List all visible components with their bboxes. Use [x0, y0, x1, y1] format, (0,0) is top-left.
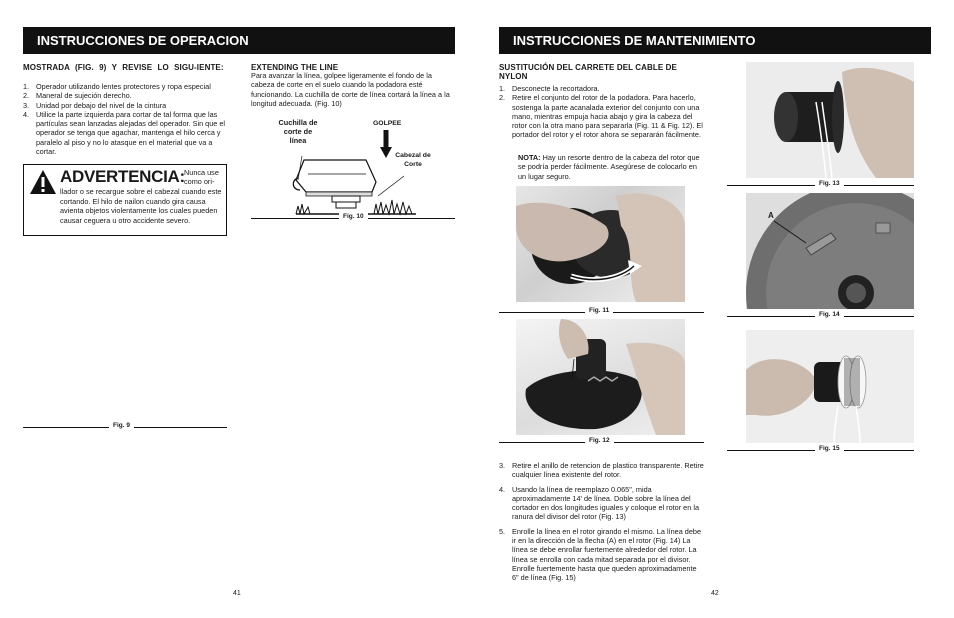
fig12-photo	[516, 319, 685, 435]
right-banner: INSTRUCCIONES DE MANTENIMIENTO	[499, 27, 931, 54]
step-text: Utilice la parte izquierda para cortar de tal forma que las partículas sean lanzadas alejadas del operador. Sin que el operador se tenga que agachar, mantenga el hilo cerca y paralelo al piso y no lo atasque en el material que va a cortar.	[36, 109, 226, 157]
right-heading: SUSTITUCIÓN DEL CARRETE DEL CABLE DE NYLON	[499, 63, 677, 81]
right-step-list-bottom	[499, 461, 704, 583]
step-item	[23, 110, 227, 156]
fig10-tap-label: GOLPEE	[373, 120, 402, 127]
note-text: Hay un resorte dentro de la cabeza del rotor que se podría perder fácilmente. Asegúrese de colocarlo en un lugar seguro.	[518, 153, 700, 181]
page-number-right: 42	[711, 590, 719, 597]
col1-step-list	[23, 82, 227, 156]
col2-text: Para avanzar la línea, golpee ligeramente el fondo de la cabeza de corte en el suelo cuando la podadora esté funcionando. La cuchilla de corte de línea cortará la línea a la longitud adecuada. (Fig. 10)	[251, 71, 450, 108]
note-paragraph	[518, 153, 704, 181]
page-number-left: 41	[233, 590, 241, 597]
col1-heading: MOSTRADA (FIG. 9) Y REVISE LO SIGU-IENTE:	[23, 63, 224, 72]
fig13-photo	[746, 62, 914, 178]
step-number: 4.	[23, 109, 30, 119]
step-number: 3.	[499, 461, 506, 470]
step-text: Retire el anillo de retencion de plastico transparente. Retire cualquier línea existente del rotor.	[512, 461, 704, 480]
step-number: 4.	[499, 484, 506, 494]
fig15-photo	[746, 330, 914, 443]
fig14-photo	[746, 193, 914, 309]
fig11-caption: Fig. 11	[585, 307, 613, 314]
step-text: Operador utilizando lentes protectores y ropa especial	[36, 82, 211, 91]
warning-side-text: Nunca use como ori-	[184, 168, 219, 186]
fig11-photo	[516, 186, 685, 302]
step-item	[499, 93, 704, 139]
right-step-list-top	[499, 84, 704, 140]
step-item	[499, 84, 704, 93]
fig10-caption: Fig. 10	[339, 213, 368, 220]
step-item	[499, 527, 704, 583]
warning-box	[23, 164, 227, 236]
step-number: 3.	[23, 100, 30, 110]
step-item	[499, 485, 704, 522]
step-text: Usando la línea de reemplazo 0.065", mida aproximadamente 14' de línea. Doble sobre la línea del cortador en dos longitudes iguales y coloque el rotor en la ranura del divisor del rotor (Fig. 13)	[512, 484, 700, 522]
fig15-caption: Fig. 15	[815, 445, 844, 452]
fig13-caption: Fig. 13	[815, 180, 844, 187]
step-item	[23, 101, 227, 110]
step-item	[499, 461, 704, 480]
step-item	[23, 91, 227, 100]
step-text: Maneral de sujeción derecho.	[36, 91, 132, 101]
col2-heading: EXTENDING THE LINE	[251, 63, 339, 72]
step-text: Enrolle la línea en el rotor girando el mismo. La línea debe ir en la dirección de la flecha (A) en el rotor (Fig. 14) La línea se debe enrollar fuertemente alrededor del rotor. La línea se enrolla con cada mitad separada por el divisor. Enrolle fuertemente hasta que queden aproximadamente 6" de línea (Fig. 15)	[512, 526, 702, 583]
fig14-caption: Fig. 14	[815, 311, 844, 318]
warning-body: llador o se recargue sobre el cabezal cuando este cortando. El hilo de nailon cuando gira causa avienta objetos violentamente los cuales pueden causar ceguera u otro accidente severo.	[60, 187, 222, 225]
step-text: Desconecte la recortadora.	[512, 84, 600, 93]
step-text: Unidad por debajo del nivel de la cintura	[36, 100, 167, 110]
step-item	[23, 82, 227, 91]
fig10-blade-label: Cuchilla de corte de línea	[278, 118, 318, 145]
step-number: 2.	[23, 91, 30, 101]
warning-icon	[29, 169, 57, 195]
step-number: 2.	[499, 93, 506, 103]
step-text: Retire el conjunto del rotor de la podadora. Para hacerlo, sostenga la parte acanalada exterior del conjunto con una mano, mientras empuja hacia abajo y gira la cabeza del rotor con la otra mano para separarla (Fig. 11 & Fig. 12). El portador del rotor y el rotor ahora se separarán fácilmente.	[512, 93, 703, 140]
step-number: 1.	[23, 82, 30, 91]
left-banner: INSTRUCCIONES DE OPERACION	[23, 27, 455, 54]
fig10-head-label: Cabezal de Corte	[395, 152, 431, 168]
fig12-caption: Fig. 12	[585, 437, 614, 444]
fig14-marker-a: A	[768, 211, 774, 220]
step-number: 1.	[499, 84, 506, 93]
warning-title: ADVERTENCIA:	[60, 167, 185, 186]
fig9-caption: Fig. 9	[109, 422, 134, 429]
note-label: NOTA:	[518, 153, 541, 162]
step-number: 5.	[499, 526, 506, 536]
